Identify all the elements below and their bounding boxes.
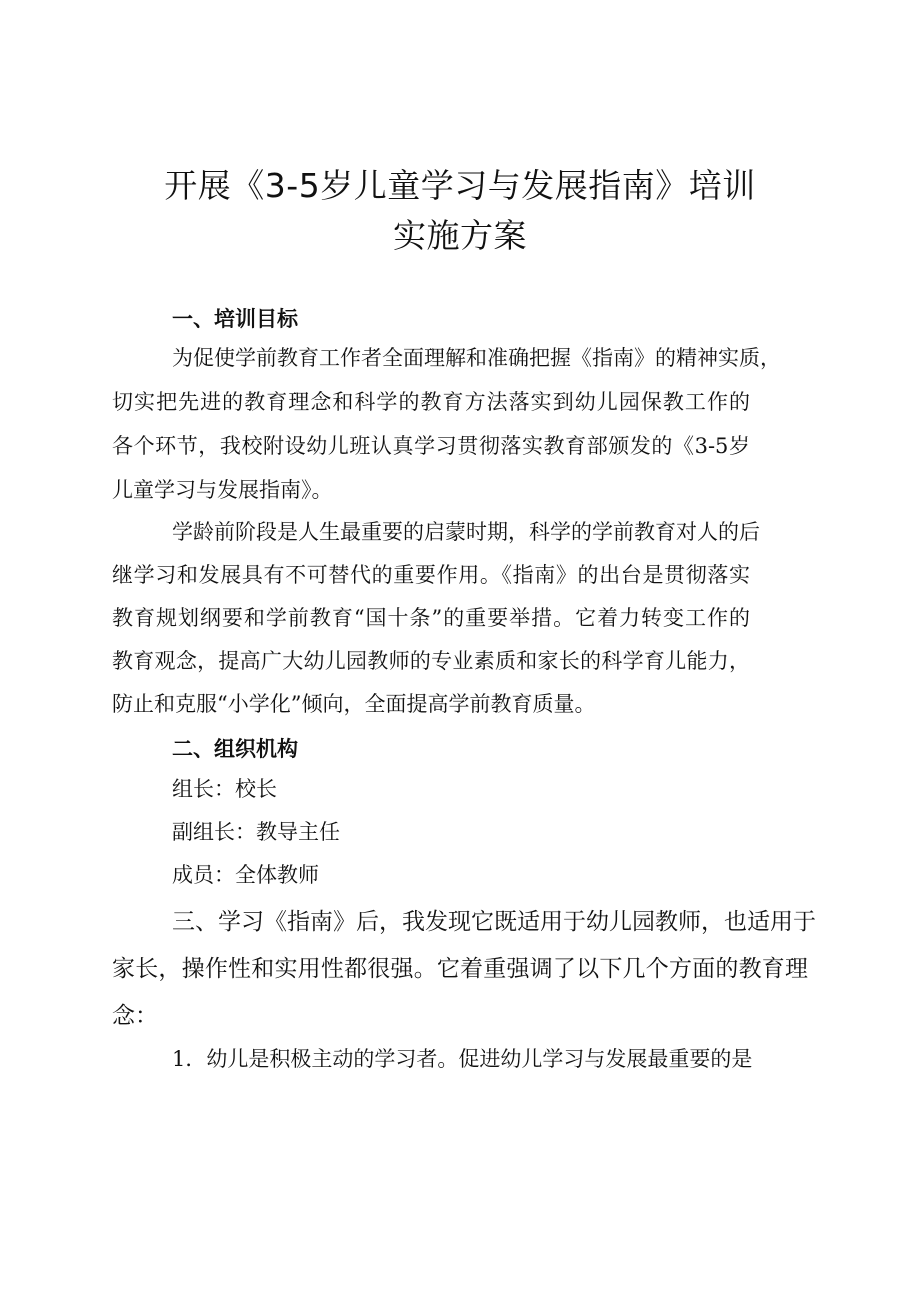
section1-para2-line3: 教育规划纲要和学前教育“国十条”的重要举措。它着力转变工作的: [112, 606, 750, 630]
section1-para2-line1: 学龄前阶段是人生最重要的启蒙时期，科学的学前教育对人的后: [172, 520, 760, 544]
section1-para1-line4: 儿童学习与发展指南》。: [112, 478, 333, 502]
point1-line: 1．幼儿是积极主动的学习者。促进幼儿学习与发展最重要的是: [172, 1047, 753, 1071]
section1-para1-line1: 为促使学前教育工作者全面理解和准确把握《指南》的精神实质，: [172, 346, 781, 370]
section1-para2-line2: 继学习和发展具有不可替代的重要作用。《指南》的出台是贯彻落实: [112, 563, 750, 587]
section1-heading: 一、培训目标: [172, 307, 298, 331]
section1-para1-line3: 各个环节，我校附设幼儿班认真学习贯彻落实教育部颁发的《3-5岁: [112, 434, 750, 458]
section1-para1-line2: 切实把先进的教育理念和科学的教育方法落实到幼儿园保教工作的: [112, 390, 750, 414]
section2-item-deputy: 副组长：教导主任: [172, 820, 340, 844]
section1-para2-line5: 防止和克服“小学化”倾向，全面提高学前教育质量。: [112, 692, 596, 716]
section3-line1: 三、学习《指南》后，我发现它既适用于幼儿园教师，也适用于: [172, 909, 816, 935]
section2-item-members: 成员：全体教师: [172, 863, 319, 887]
section1-para2-line4: 教育观念，提高广大幼儿园教师的专业素质和家长的科学育儿能力，: [112, 649, 750, 673]
document-title-line2: 实施方案: [393, 216, 527, 255]
section2-item-leader: 组长：校长: [172, 777, 277, 801]
section3-line2: 家长，操作性和实用性都很强。它着重强调了以下几个方面的教育理: [112, 956, 808, 982]
section2-heading: 二、组织机构: [172, 737, 298, 761]
document-title-line1: 开展《3-5岁儿童学习与发展指南》培训: [164, 166, 756, 205]
section3-line3: 念：: [112, 1003, 158, 1029]
